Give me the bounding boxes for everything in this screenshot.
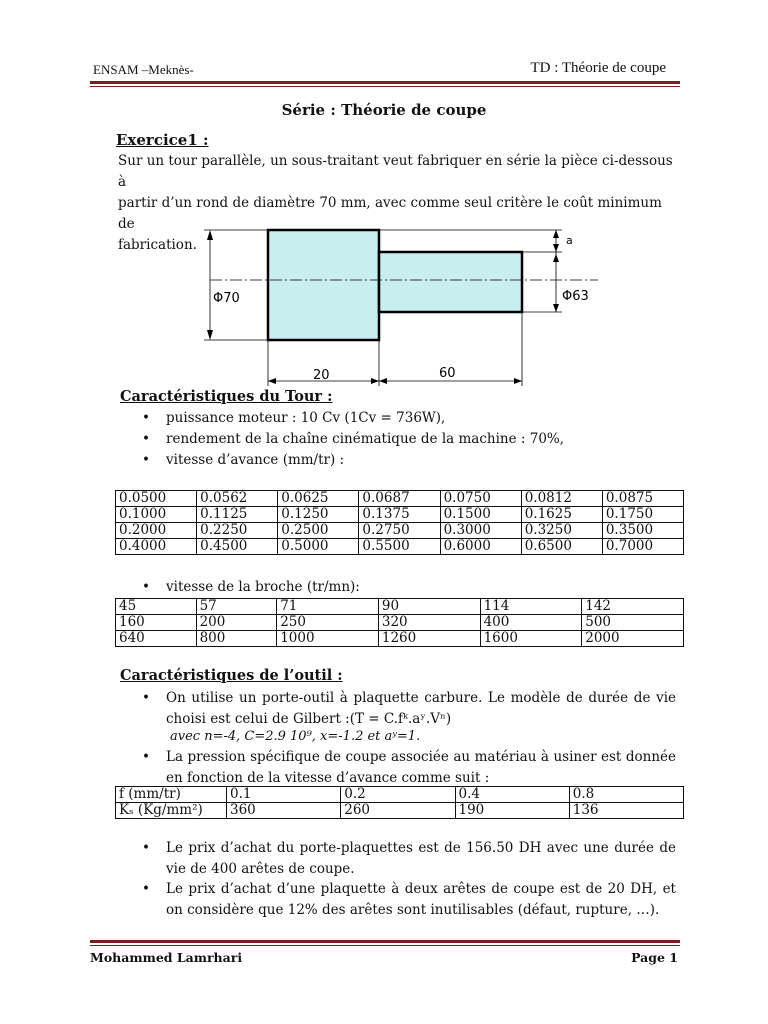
table-cell: 0.0750 [440, 491, 521, 507]
table-cell: 0.1 [227, 787, 341, 803]
dim-len-left: 20 [313, 368, 330, 383]
table-cell: 800 [196, 631, 277, 647]
table-cell: 0.0687 [359, 491, 440, 507]
table-cell: Kₛ (Kg/mm²) [116, 803, 227, 819]
drawing-mark [553, 304, 559, 312]
tour-heading: Caractéristiques du Tour : [120, 388, 333, 405]
outil-heading: Caractéristiques de l’outil : [120, 667, 343, 684]
table-cell: 136 [569, 803, 683, 819]
table-cell: 0.3500 [602, 523, 683, 539]
table-cell: 0.0562 [197, 491, 278, 507]
table-cell: f (mm/tr) [116, 787, 227, 803]
table-cell: 71 [277, 599, 379, 615]
table-cell: 260 [341, 803, 455, 819]
table-cell: 0.3250 [521, 523, 602, 539]
header-rule [90, 81, 680, 84]
drawing-mark [207, 230, 213, 240]
footer-author: Mohammed Lamrhari [90, 950, 243, 965]
table-row [116, 523, 684, 539]
table-cell: 0.0625 [278, 491, 359, 507]
table-cell: 0.1000 [116, 507, 197, 523]
table-cell: 200 [196, 615, 277, 631]
table-cell: 0.0500 [116, 491, 197, 507]
gilbert-params: avec n=-4, C=2.9 10⁹, x=-1.2 et aʸ=1. [170, 729, 421, 744]
footer-page: Page 1 [631, 950, 678, 965]
drawing-mark [553, 244, 559, 252]
table-cell: 250 [277, 615, 379, 631]
table-cell: 0.1125 [197, 507, 278, 523]
table-cell: 0.0875 [602, 491, 683, 507]
dim-dia-large: Φ70 [213, 291, 240, 306]
drawing-mark [553, 254, 559, 262]
table-cell: 114 [480, 599, 582, 615]
large-cylinder [268, 230, 379, 340]
intro-line-2: partir d’un rond de diamètre 70 mm, avec comme seul critère le coût minimum de [118, 195, 662, 232]
table-cell: 0.6500 [521, 539, 602, 555]
header-course: TD : Théorie de coupe [530, 60, 666, 76]
intro-line-3: fabrication. [118, 237, 197, 253]
spindle-table [115, 598, 684, 647]
table-cell: 0.4500 [197, 539, 278, 555]
dim-a: a [566, 234, 573, 247]
drawing-mark [379, 378, 387, 384]
table-cell: 0.1250 [278, 507, 359, 523]
table-cell: 0.4 [455, 787, 569, 803]
table-cell: 0.1375 [359, 507, 440, 523]
drawing-mark [371, 378, 379, 384]
table-row [116, 507, 684, 523]
header-school: ENSAM –Meknès- [93, 62, 194, 77]
table-cell: 0.5000 [278, 539, 359, 555]
table-cell: 320 [378, 615, 480, 631]
table-cell: 160 [116, 615, 197, 631]
page-title: Série : Théorie de coupe [281, 101, 487, 119]
table-row [116, 787, 684, 803]
table-cell: 1260 [378, 631, 480, 647]
feed-table [115, 490, 684, 555]
exercise-heading: Exercice1 : [116, 131, 209, 149]
table-cell: 0.1500 [440, 507, 521, 523]
table-row [116, 631, 684, 647]
header-rule-thin [90, 86, 680, 87]
dim-len-right: 60 [439, 366, 456, 381]
drawing-mark [268, 378, 276, 384]
table-cell: 500 [582, 615, 684, 631]
table-cell: 0.7000 [602, 539, 683, 555]
table-cell: 0.2500 [278, 523, 359, 539]
footer-rule [90, 940, 680, 943]
table-cell: 0.1625 [521, 507, 602, 523]
table-cell: 142 [582, 599, 684, 615]
table-cell: 1600 [480, 631, 582, 647]
table-cell: 0.4000 [116, 539, 197, 555]
table-cell: 400 [480, 615, 582, 631]
table-cell: 0.2250 [197, 523, 278, 539]
table-cell: 0.2000 [116, 523, 197, 539]
small-cylinder [379, 252, 522, 312]
table-cell: 57 [196, 599, 277, 615]
table-cell: 0.2750 [359, 523, 440, 539]
intro-line-1: Sur un tour parallèle, un sous-traitant veut fabriquer en série la pièce ci-dessous à [118, 153, 673, 190]
ks-table [115, 786, 684, 819]
drawing-mark [207, 330, 213, 340]
table-cell: 0.2 [341, 787, 455, 803]
dim-dia-small: Φ63 [562, 289, 589, 304]
table-row [116, 615, 684, 631]
table-cell: 0.3000 [440, 523, 521, 539]
table-row [116, 599, 684, 615]
footer-rule-thin [90, 945, 680, 946]
table-cell: 2000 [582, 631, 684, 647]
table-row [116, 539, 684, 555]
table-cell: 640 [116, 631, 197, 647]
table-cell: 0.5500 [359, 539, 440, 555]
table-cell: 0.1750 [602, 507, 683, 523]
table-cell: 0.8 [569, 787, 683, 803]
table-cell: 90 [378, 599, 480, 615]
table-row [116, 803, 684, 819]
table-cell: 360 [227, 803, 341, 819]
table-cell: 190 [455, 803, 569, 819]
drawing-mark [553, 230, 559, 238]
table-cell: 0.0812 [521, 491, 602, 507]
drawing-mark [514, 378, 522, 384]
table-cell: 45 [116, 599, 197, 615]
table-cell: 0.6000 [440, 539, 521, 555]
part-drawing [0, 218, 768, 398]
table-row [116, 491, 684, 507]
table-cell: 1000 [277, 631, 379, 647]
